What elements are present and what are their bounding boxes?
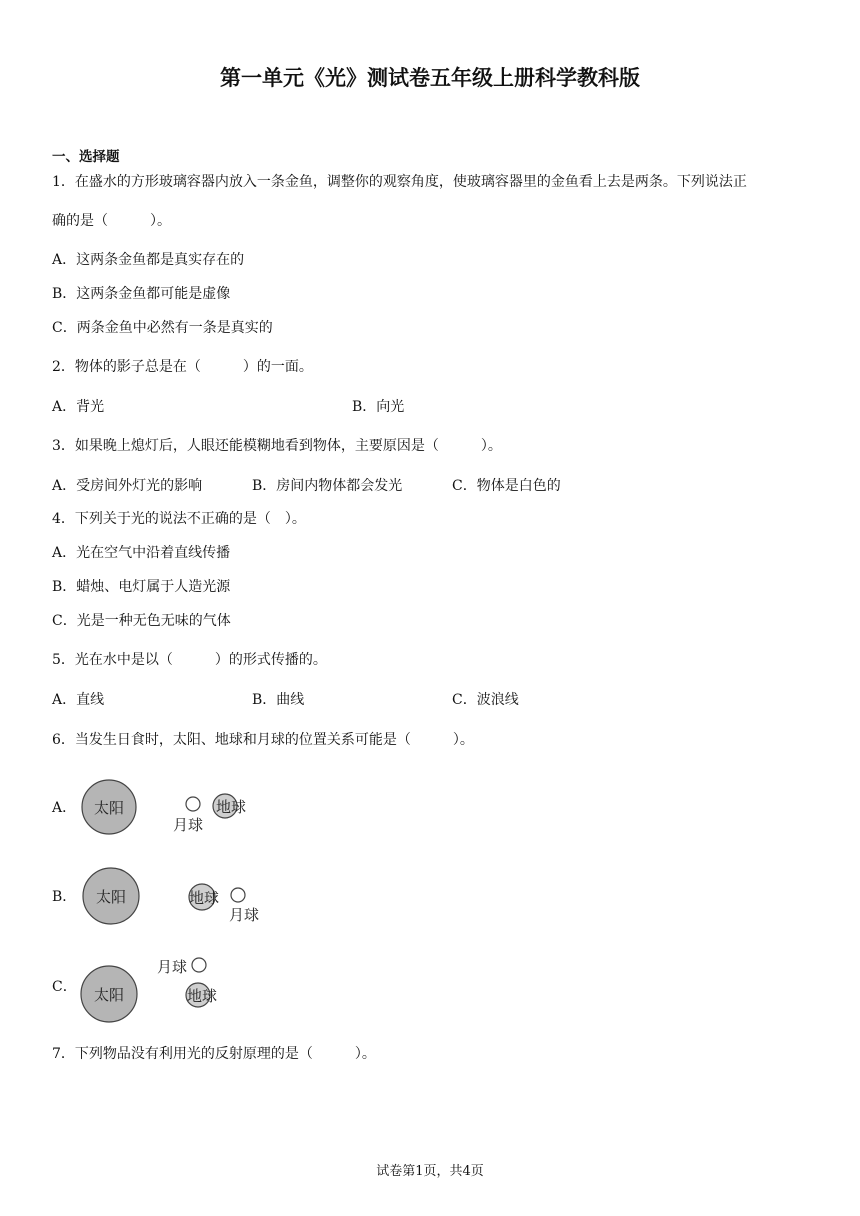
question-3-stem: 3．如果晚上熄灯后，人眼还能模糊地看到物体，主要原因是（ ）。 (52, 438, 502, 454)
question-6-stem: 6．当发生日食时，太阳、地球和月球的位置关系可能是（ ）。 (52, 732, 474, 748)
moon-label-c: 月球 (156, 958, 188, 976)
question-3-option-b: B．房间内物体都会发光 (252, 478, 403, 494)
moon-circle-a (186, 797, 200, 811)
sun-label-b: 太阳 (95, 888, 127, 906)
page-title: 第一单元《光》测试卷五年级上册科学教科版 (220, 66, 640, 90)
earth-label-c: 地球 (186, 987, 218, 1005)
page-footer: 试卷第1页，共4页 (376, 1164, 484, 1179)
question-5-stem: 5．光在水中是以（ ）的形式传播的。 (52, 652, 327, 668)
question-4-option-c: C．光是一种无色无味的气体 (52, 613, 231, 629)
question-1-stem-line2: 确的是（ ）。 (52, 213, 171, 229)
moon-circle-c (192, 958, 206, 972)
earth-label-a: 地球 (215, 798, 247, 816)
moon-label-a: 月球 (172, 816, 204, 834)
moon-label-b: 月球 (228, 906, 260, 924)
question-6-option-c-label: C． (52, 979, 77, 995)
question-5-option-b: B．曲线 (252, 692, 305, 708)
question-6-option-b-label: B． (52, 889, 77, 905)
question-1-option-c: C．两条金鱼中必然有一条是真实的 (52, 320, 273, 336)
question-5-option-c: C．波浪线 (452, 692, 519, 708)
question-6-option-c-diagram (78, 952, 238, 1027)
earth-label-b: 地球 (188, 889, 220, 907)
question-7-stem: 7．下列物品没有利用光的反射原理的是（ ）。 (52, 1046, 376, 1062)
question-5-option-a: A．直线 (52, 692, 105, 708)
sun-label-c: 太阳 (93, 986, 125, 1004)
question-1-option-a: A．这两条金鱼都是真实存在的 (52, 252, 245, 268)
question-2-stem: 2．物体的影子总是在（ ）的一面。 (52, 359, 313, 375)
question-6-option-a-label: A． (52, 800, 77, 816)
sun-label-a: 太阳 (93, 799, 125, 817)
question-1-option-b: B．这两条金鱼都可能是虚像 (52, 286, 231, 302)
question-4-option-a: A．光在空气中沿着直线传播 (52, 545, 231, 561)
question-4-stem: 4．下列关于光的说法不正确的是（ ）。 (52, 511, 306, 527)
question-6-option-b-diagram (78, 862, 268, 932)
question-2-option-a: A．背光 (52, 399, 105, 415)
moon-circle-b (231, 888, 245, 902)
question-1-stem-line1: 1．在盛水的方形玻璃容器内放入一条金鱼，调整你的观察角度，使玻璃容器里的金鱼看上去是两条。下列说法正 (52, 174, 747, 190)
question-3-option-c: C．物体是白色的 (452, 478, 561, 494)
question-2-option-b: B．向光 (352, 399, 405, 415)
section-heading: 一、选择题 (52, 149, 120, 165)
question-3-option-a: A．受房间外灯光的影响 (52, 478, 203, 494)
question-4-option-b: B．蜡烛、电灯属于人造光源 (52, 579, 231, 595)
question-6-option-a-diagram (78, 775, 258, 840)
